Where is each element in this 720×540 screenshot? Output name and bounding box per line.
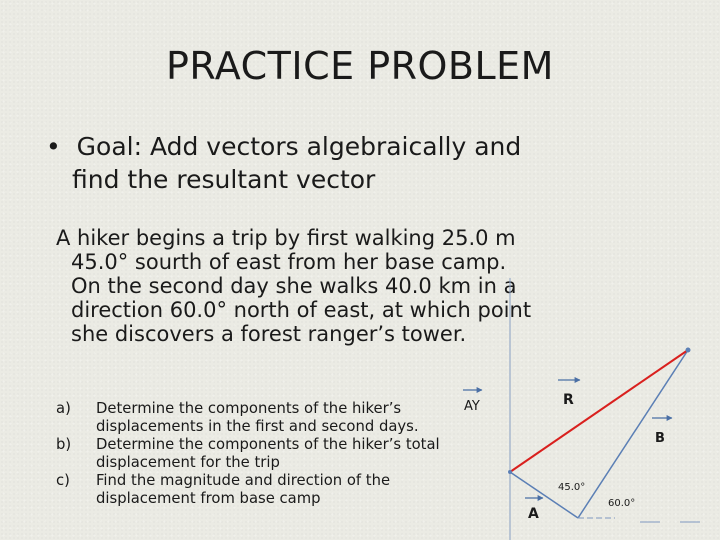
label-a: A: [528, 506, 539, 522]
question-text: Determine the components of the hiker’s displacements in the first and second days.: [96, 400, 419, 435]
goal-text: Goal: Add vectors algebraically and find the resultant vector: [72, 132, 522, 194]
base-camp-dot: [508, 470, 512, 474]
angle-label-a: 45.0°: [558, 482, 586, 493]
label-ay: AY: [464, 399, 480, 414]
tower-dot: [686, 348, 691, 353]
problem-statement: A hiker begins a trip by first walking 25.0 m 45.0° sourth of east from her base camp. On the second day she walks 40.0 km in a direction 60.0° north of east, at which point she discovers a forest ranger’s tower.: [56, 226, 532, 346]
question-text: Determine the components of the hiker’s total displacement for the trip: [96, 436, 440, 471]
question-text: Find the magnitude and direction of the displacement from base camp: [96, 472, 391, 507]
label-r: R: [563, 392, 574, 408]
vector-a-line: [510, 472, 578, 518]
label-b: B: [655, 431, 665, 446]
question-label: c): [56, 472, 70, 489]
question-label: a): [56, 400, 71, 417]
bullet-marker: •: [46, 132, 61, 161]
question-label: b): [56, 436, 72, 453]
slide-title: PRACTICE PROBLEM: [166, 44, 554, 88]
angle-label-b: 60.0°: [608, 498, 636, 509]
resultant-r-line: [510, 350, 688, 472]
vector-b-line: [578, 350, 688, 518]
